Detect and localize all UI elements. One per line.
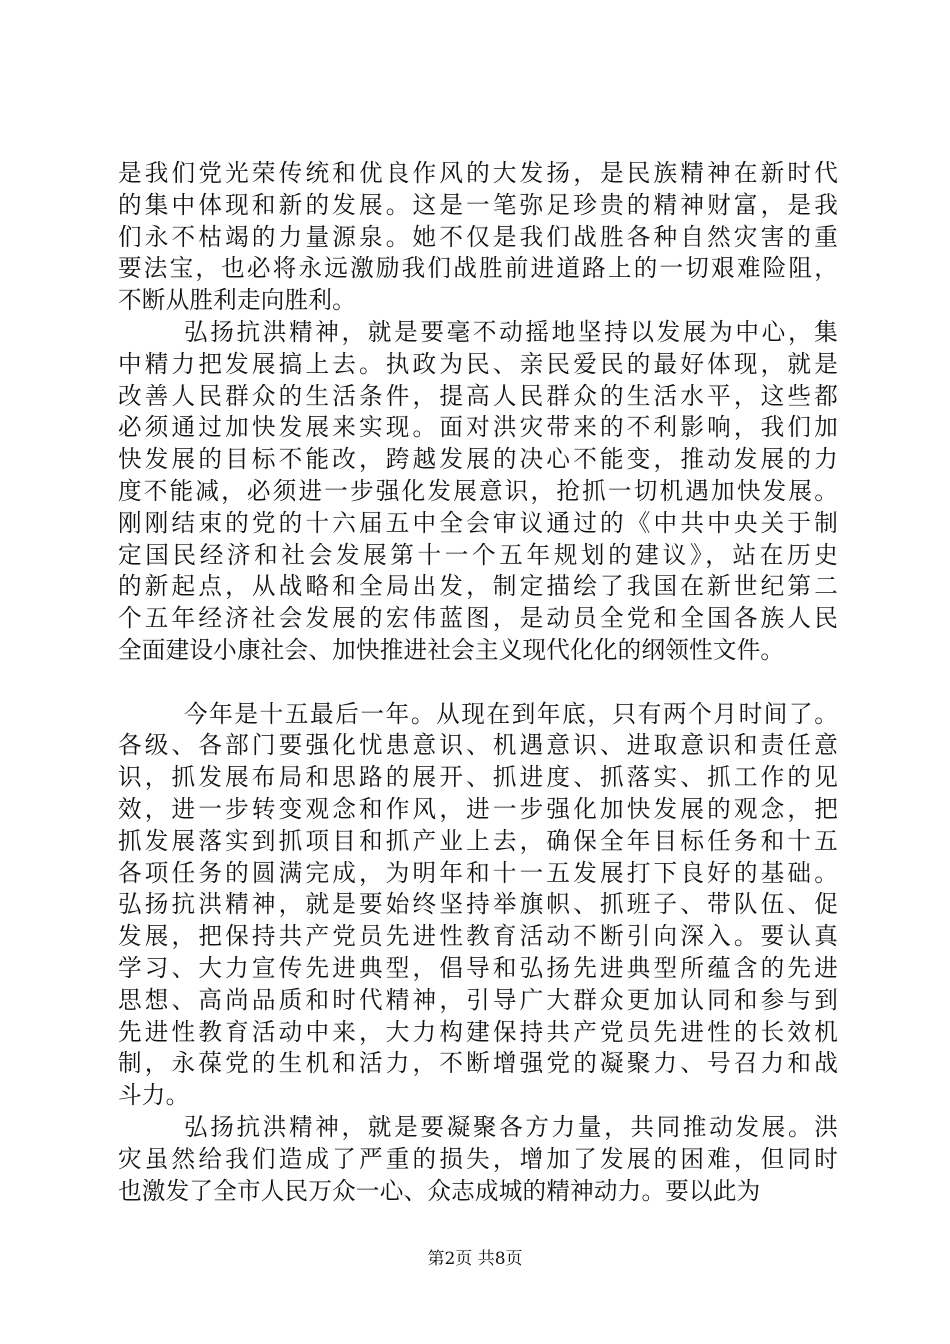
paragraph-line: 全面建设小康社会、加快推进社会主义现代化化的纲领性文件。 — [118, 635, 785, 664]
paragraph-line: 的集中体现和新的发展。这是一笔弥足珍贵的精神财富，是我 — [118, 190, 838, 219]
paragraph-line: 思想、高尚品质和时代精神，引导广大群众更加认同和参与到 — [118, 985, 838, 1014]
paragraph-line: 制，永葆党的生机和活力，不断增强党的凝聚力、号召力和战 — [118, 1049, 838, 1078]
blank-line — [118, 667, 838, 699]
paragraph-line: 个五年经济社会发展的宏伟蓝图，是动员全党和全国各族人民 — [118, 604, 838, 633]
paragraph-line: 的新起点，从战略和全局出发，制定描绘了我国在新世纪第二 — [118, 572, 838, 601]
paragraph-line: 弘扬抗洪精神，就是要凝聚各方力量，共同推动发展。洪 — [184, 1112, 838, 1141]
paragraph-line: 定国民经济和社会发展第十一个五年规划的建议》，站在历史 — [118, 540, 838, 569]
paragraph-line: 弘扬抗洪精神，就是要始终坚持举旗帜、抓班子、带队伍、促 — [118, 890, 838, 919]
paragraph-line: 中精力把发展搞上去。执政为民、亲民爱民的最好体现，就是 — [118, 349, 838, 378]
paragraph-line: 斗力。 — [118, 1081, 190, 1110]
paragraph-line: 灾虽然给我们造成了严重的损失，增加了发展的困难，但同时 — [118, 1144, 838, 1173]
paragraph-line: 学习、大力宣传先进典型，倡导和弘扬先进典型所蕴含的先进 — [118, 953, 838, 982]
paragraph-line: 识，抓发展布局和思路的展开、抓进度、抓落实、抓工作的见 — [118, 763, 838, 792]
paragraph-line: 不断从胜利走向胜利。 — [118, 286, 356, 315]
paragraph-line: 效，进一步转变观念和作风，进一步强化加快发展的观念，把 — [118, 794, 838, 823]
paragraph-line: 弘扬抗洪精神，就是要毫不动摇地坚持以发展为中心，集 — [184, 317, 838, 346]
paragraph-line: 各级、各部门要强化忧患意识、机遇意识、进取意识和责任意 — [118, 731, 838, 760]
paragraph-line: 必须通过加快发展来实现。面对洪灾带来的不利影响，我们加 — [118, 413, 838, 442]
paragraph-line: 度不能减，必须进一步强化发展意识，抢抓一切机遇加快发展。 — [118, 476, 838, 505]
paragraph-line: 发展，把保持共产党员先进性教育活动不断引向深入。要认真 — [118, 922, 838, 951]
paragraph-line: 快发展的目标不能改，跨越发展的决心不能变，推动发展的力 — [118, 445, 838, 474]
paragraph-line: 刚刚结束的党的十六届五中全会审议通过的《中共中央关于制 — [118, 508, 838, 537]
paragraph-line: 是我们党光荣传统和优良作风的大发扬，是民族精神在新时代 — [118, 159, 838, 187]
paragraph-line: 要法宝，也必将永远激励我们战胜前进道路上的一切艰难险阻， — [118, 254, 838, 283]
paragraph-line: 先进性教育活动中来，大力构建保持共产党员先进性的长效机 — [118, 1017, 838, 1046]
paragraph-line: 各项任务的圆满完成，为明年和十一五发展打下良好的基础。 — [118, 858, 838, 887]
paragraph-line: 抓发展落实到抓项目和抓产业上去，确保全年目标任务和十五 — [118, 826, 838, 855]
paragraph-line: 们永不枯竭的力量源泉。她不仅是我们战胜各种自然灾害的重 — [118, 222, 838, 251]
page-footer: 第2页 共8页 — [427, 1249, 523, 1269]
document-body — [118, 158, 838, 1207]
paragraph-line: 也激发了全市人民万众一心、众志成城的精神动力。要以此为 — [118, 1176, 761, 1205]
paragraph-line: 改善人民群众的生活条件，提高人民群众的生活水平，这些都 — [118, 381, 838, 410]
paragraph-line: 今年是十五最后一年。从现在到年底，只有两个月时间了。 — [184, 699, 838, 728]
